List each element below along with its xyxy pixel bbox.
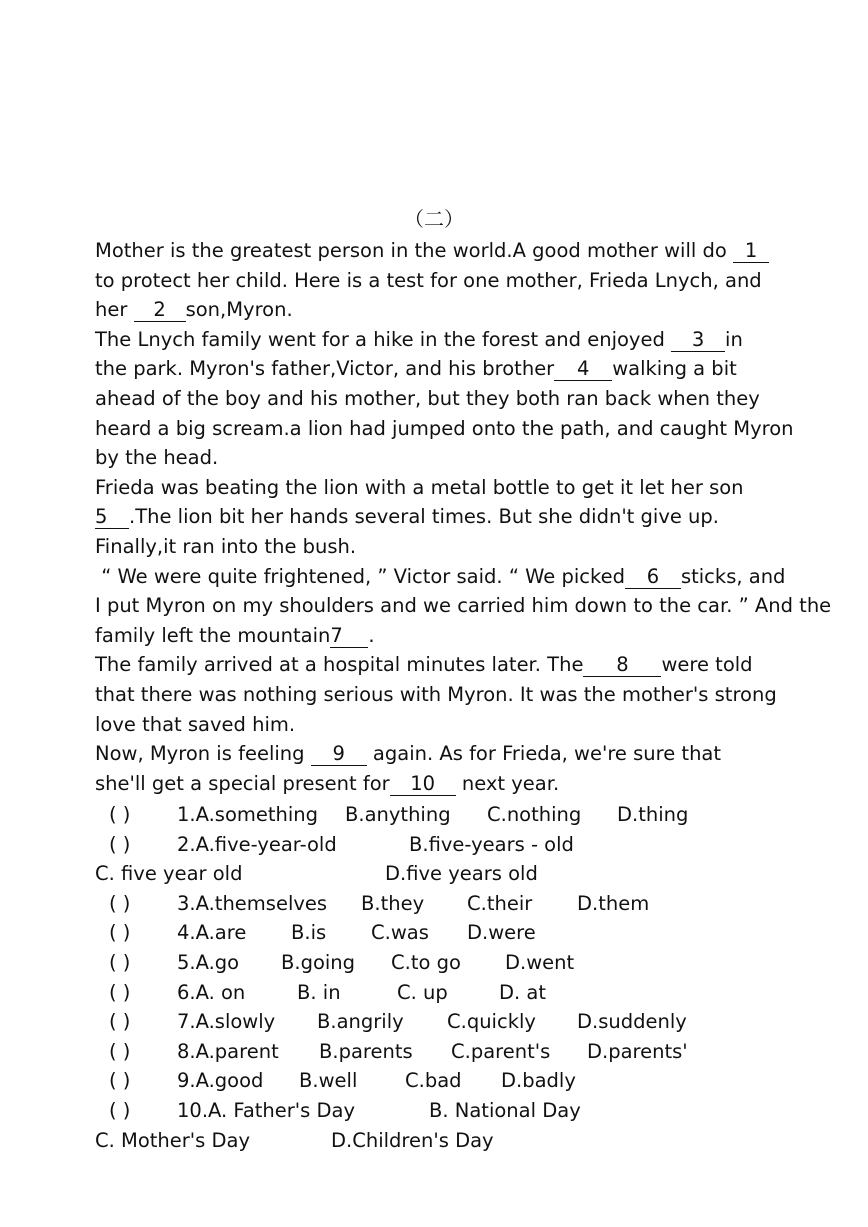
option-b: B.five-years - old bbox=[409, 832, 574, 856]
option-a: 10.A. Father's Day bbox=[177, 1098, 356, 1122]
question-list bbox=[95, 800, 855, 1155]
option-a: 9.A.good bbox=[177, 1069, 264, 1093]
answer-parentheses: ( ) bbox=[109, 1010, 131, 1034]
question-5 bbox=[95, 948, 855, 978]
option-d: D.thing bbox=[617, 803, 689, 826]
question-2 bbox=[95, 830, 855, 860]
option-d: D.parents' bbox=[587, 1039, 688, 1063]
option-b: B.they bbox=[361, 891, 425, 915]
passage-line: I put Myron on my shoulders and we carried him down to the car. ” And the bbox=[95, 594, 832, 618]
option-c: C.their bbox=[467, 891, 533, 915]
answer-parentheses: ( ) bbox=[109, 803, 131, 826]
passage-line bbox=[95, 562, 855, 592]
blank-1: 1 bbox=[733, 240, 769, 263]
passage-line: to protect her child. Here is a test for one mother, Frieda Lnych, and bbox=[95, 268, 762, 292]
passage-line bbox=[95, 502, 855, 532]
option-d: D.five years old bbox=[385, 862, 538, 886]
passage-text: she'll get a special present for bbox=[95, 771, 390, 795]
passage-text: Now, Myron is feeling bbox=[95, 742, 305, 766]
option-d: D.badly bbox=[501, 1069, 576, 1093]
option-a: 5.A.go bbox=[177, 950, 240, 974]
passage-text: son,Myron. bbox=[185, 298, 293, 322]
passage-line bbox=[95, 325, 855, 355]
question-3 bbox=[95, 889, 855, 919]
option-d: D.them bbox=[577, 891, 650, 915]
question-1 bbox=[95, 800, 855, 830]
cloze-passage bbox=[95, 236, 855, 798]
question-10-cont bbox=[95, 1126, 855, 1156]
passage-line bbox=[95, 739, 855, 769]
section-title: （二） bbox=[404, 207, 464, 231]
passage-line bbox=[95, 650, 855, 680]
passage-text: walking a bit bbox=[612, 357, 737, 381]
answer-parentheses: ( ) bbox=[109, 950, 131, 974]
option-c: C. five year old bbox=[95, 862, 243, 886]
passage-text: .The lion bit her hands several times. But she didn't give up. bbox=[129, 505, 719, 529]
passage-text: the park. Myron's father,Victor, and his brother bbox=[95, 357, 555, 381]
blank-10: 10 bbox=[390, 773, 456, 796]
option-a: 4.A.are bbox=[177, 921, 247, 945]
question-9 bbox=[95, 1066, 855, 1096]
option-d: D. at bbox=[499, 980, 547, 1004]
passage-text: Mother is the greatest person in the world.A good mother will do bbox=[95, 239, 727, 262]
option-a: 7.A.slowly bbox=[177, 1010, 276, 1034]
option-c: C.quickly bbox=[447, 1010, 536, 1034]
answer-parentheses: ( ) bbox=[109, 921, 131, 945]
passage-line bbox=[95, 236, 855, 266]
option-b: B.well bbox=[299, 1069, 358, 1093]
option-b: B.parents bbox=[319, 1039, 413, 1063]
option-c: C. up bbox=[397, 980, 448, 1004]
answer-parentheses: ( ) bbox=[109, 980, 131, 1004]
blank-3: 3 bbox=[671, 329, 725, 352]
answer-parentheses: ( ) bbox=[109, 1098, 131, 1122]
passage-text: The Lnych family went for a hike in the forest and enjoyed bbox=[95, 327, 665, 351]
option-b: B. National Day bbox=[429, 1098, 581, 1122]
blank-6: 6 bbox=[625, 566, 681, 589]
passage-text: her bbox=[95, 298, 128, 322]
passage-text: family left the mountain bbox=[95, 623, 331, 647]
passage-text: in bbox=[725, 327, 743, 351]
question-10 bbox=[95, 1096, 855, 1126]
option-b: B.angrily bbox=[317, 1010, 404, 1034]
question-2-cont bbox=[95, 859, 855, 889]
passage-line: Finally,it ran into the bush. bbox=[95, 534, 357, 558]
option-c: C. Mother's Day bbox=[95, 1128, 251, 1152]
option-a: 8.A.parent bbox=[177, 1039, 279, 1063]
blank-5: 5 bbox=[95, 506, 129, 529]
passage-text: The family arrived at a hospital minutes later. The bbox=[95, 653, 584, 677]
option-a: 3.A.themselves bbox=[177, 891, 328, 915]
passage-line: heard a big scream.a lion had jumped onto the path, and caught Myron bbox=[95, 416, 794, 440]
passage-line: Frieda was beating the lion with a metal bottle to get it let her son bbox=[95, 475, 744, 499]
option-c: C.to go bbox=[391, 950, 461, 974]
passage-line: love that saved him. bbox=[95, 712, 296, 736]
option-b: B. in bbox=[297, 980, 341, 1004]
option-d: D.suddenly bbox=[577, 1010, 687, 1034]
passage-line: ahead of the boy and his mother, but they both ran back when they bbox=[95, 386, 760, 410]
blank-2: 2 bbox=[134, 299, 186, 322]
passage-line: that there was nothing serious with Myron. It was the mother's strong bbox=[95, 682, 777, 706]
passage-text: sticks, and bbox=[680, 564, 786, 588]
question-7 bbox=[95, 1007, 855, 1037]
passage-line bbox=[95, 354, 855, 384]
answer-parentheses: ( ) bbox=[109, 1069, 131, 1093]
answer-parentheses: ( ) bbox=[109, 832, 131, 856]
passage-text: “ We were quite frightened, ” Victor said. “ We picked bbox=[101, 564, 625, 588]
option-a: 2.A.five-year-old bbox=[177, 832, 337, 856]
blank-8: 8 bbox=[583, 654, 661, 677]
option-a: 1.A.something bbox=[177, 803, 319, 826]
passage-text: next year. bbox=[461, 771, 560, 795]
passage-line bbox=[95, 621, 855, 651]
passage-text: again. As for Frieda, we're sure that bbox=[372, 742, 722, 766]
passage-line bbox=[95, 295, 855, 325]
answer-parentheses: ( ) bbox=[109, 1039, 131, 1063]
option-a: 6.A. on bbox=[177, 980, 246, 1004]
passage-text: . bbox=[368, 623, 375, 647]
question-8 bbox=[95, 1037, 855, 1067]
blank-9: 9 bbox=[311, 743, 367, 766]
option-c: C.bad bbox=[405, 1069, 462, 1093]
option-c: C.parent's bbox=[451, 1039, 551, 1063]
option-c: C.was bbox=[371, 921, 429, 945]
option-b: B.is bbox=[291, 921, 327, 945]
option-c: C.nothing bbox=[487, 803, 582, 826]
blank-4: 4 bbox=[554, 358, 612, 381]
question-4 bbox=[95, 918, 855, 948]
passage-line: by the head. bbox=[95, 446, 219, 470]
option-d: D.were bbox=[467, 921, 536, 945]
option-d: D.Children's Day bbox=[331, 1128, 494, 1152]
passage-text: were told bbox=[661, 653, 753, 677]
blank-7: 7 bbox=[330, 625, 368, 648]
option-b: B.going bbox=[281, 950, 356, 974]
question-6 bbox=[95, 978, 855, 1008]
option-d: D.went bbox=[505, 950, 575, 974]
answer-parentheses: ( ) bbox=[109, 891, 131, 915]
passage-line bbox=[95, 769, 855, 799]
option-b: B.anything bbox=[345, 803, 451, 826]
